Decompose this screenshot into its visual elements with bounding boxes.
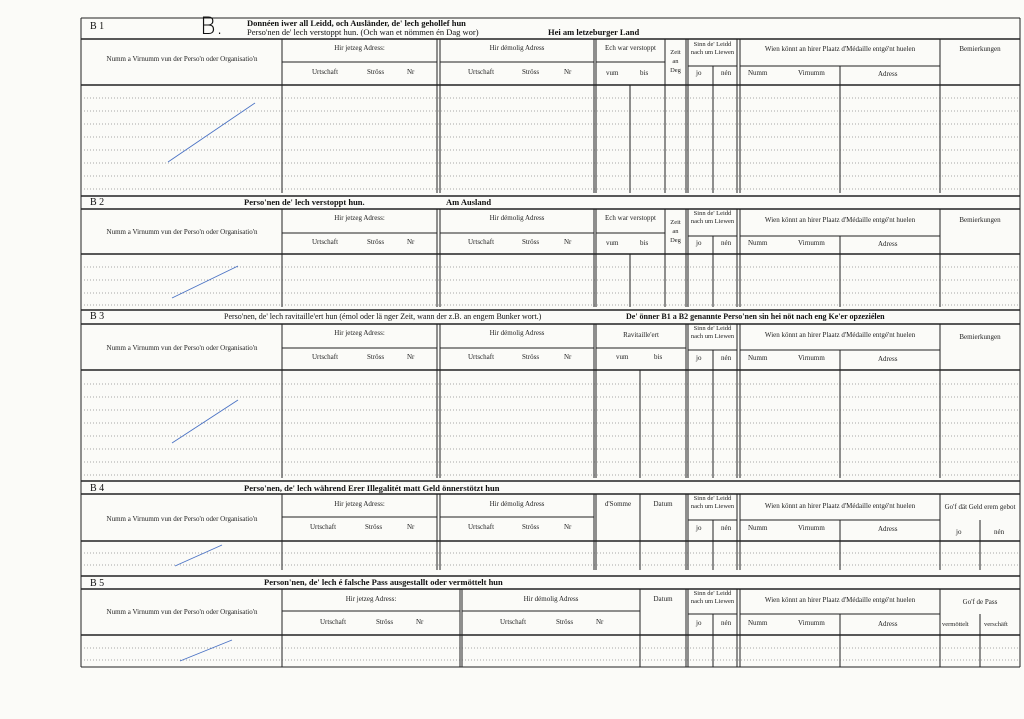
b4-col-person: Numm a Virnumm vun der Perso'n oder Organisatio'n <box>106 515 258 523</box>
b1-col-bemierk: Bemierkungen <box>959 45 1001 53</box>
form-letter: B. <box>200 12 224 40</box>
b3-sub-nen: nén <box>721 354 732 362</box>
b1-sub-adress: Adress <box>878 70 898 78</box>
b4-col-addr-then: Hir démolig Adress <box>489 500 545 508</box>
b5-sub-stross: Ströss <box>376 618 394 626</box>
b5-col-addr-now: Hir jetzeg Adress: <box>345 595 397 603</box>
section-code-b3: B 3 <box>90 311 105 322</box>
b2-col-person: Numm a Virnumm vun der Perso'n oder Organisatio'n <box>106 228 258 236</box>
b1-sub-virnumm: Virnumm <box>798 69 825 77</box>
b4-sub-adress: Adress <box>878 525 898 533</box>
blue-strike-marks <box>168 103 255 661</box>
b2-sub-urtschaft: Urtschaft <box>312 238 339 246</box>
b1-title-line1: Donnéen iwer all Leidd, och Ausländer, de' lech gehollef hun <box>247 18 466 28</box>
b3-sub-vum: vum <box>616 353 629 361</box>
b1-col-wien: Wien könnt an hirer Plaatz d'Médaille entgé'nt huelen <box>764 45 916 53</box>
b3-col-addr-then: Hir démolig Adress <box>489 329 545 337</box>
b5-sub-urtschaft-then: Urtschaft <box>500 618 527 626</box>
b1-col-addr-now: Hir jetzeg Adress: <box>334 44 385 52</box>
b4-sub-jo: jo <box>696 524 702 532</box>
b3-sub-adress: Adress <box>878 355 898 363</box>
b2-col-addr-now: Hir jetzeg Adress: <box>334 214 385 222</box>
b2-sub-jo: jo <box>696 239 702 247</box>
b4-col-somme: d'Somme <box>604 500 632 508</box>
b4-sub-stross-then: Ströss <box>522 523 540 531</box>
b4-title: Perso'nen, de' lech während Erer Illegalitét matt Geld önnerstötzt hun <box>244 483 500 493</box>
b3-title: Perso'nen, de' lech ravitaille'ert hun (émol oder lä nger Zeit, wann der z.B. an engem Bunker wort.) <box>224 312 542 321</box>
b3-sub-bis: bis <box>654 353 663 361</box>
b4-sub-nen: nén <box>721 524 732 532</box>
b4-sub-nr: Nr <box>407 523 415 531</box>
b3-sub-numm: Numm <box>748 354 768 362</box>
b3-col-ravit: Ravitaille'ert <box>623 331 659 339</box>
b3-sub-urtschaft: Urtschaft <box>312 353 339 361</box>
b3-sub-urtschaft-then: Urtschaft <box>468 353 495 361</box>
b5-col-addr-then: Hir démolig Adress <box>523 595 579 603</box>
b5-col-person: Numm a Virnumm vun der Perso'n oder Organisatio'n <box>106 608 258 616</box>
b2-sub-stross-then: Ströss <box>522 238 540 246</box>
b3-col-bemierk: Bemierkungen <box>959 333 1001 341</box>
b5-sub-virnumm: Virnumm <box>798 619 825 627</box>
b1-sub-bis: bis <box>640 69 649 77</box>
b1-col-person: Numm a Virnumm vun der Perso'n oder Organisatio'n <box>106 55 258 63</box>
b2-title: Perso'nen de' lech verstoppt hun. <box>244 197 365 207</box>
section-code-b1: B 1 <box>90 21 105 32</box>
b1-sub-vum: vum <box>606 69 619 77</box>
b1-sub-urtschaft-then: Urtschaft <box>468 68 495 76</box>
b2-col-an: an <box>672 228 679 235</box>
b2-sub-virnumm: Virnumm <box>798 239 825 247</box>
b5-col-pass: Go'f de Pass <box>962 598 998 606</box>
b1-col-zeit: Zeit <box>670 49 681 56</box>
b4-col-sinn: Sinn de' Leidd nach um Liewen <box>690 495 735 511</box>
b5-sub-urtschaft: Urtschaft <box>320 618 347 626</box>
b4-sub-urtschaft-then: Urtschaft <box>468 523 495 531</box>
b2-col-addr-then: Hir démolig Adress <box>489 214 545 222</box>
b5-sub-stross-then: Ströss <box>556 618 574 626</box>
b2-sub-bis: bis <box>640 239 649 247</box>
b2-sub-nr: Nr <box>407 238 415 246</box>
b2-sub-vum: vum <box>606 239 619 247</box>
b4-col-wien: Wien könnt an hirer Plaatz d'Médaille entgé'nt huelen <box>764 502 916 510</box>
b5-sub-versch: verschäft <box>984 621 1008 628</box>
b5-title: Person'nen, de' lech é falsche Pass ausgestallt oder vermöttelt hun <box>264 577 503 587</box>
b2-sub-adress: Adress <box>878 240 898 248</box>
b4-sub-nr-then: Nr <box>564 523 572 531</box>
b3-col-person: Numm a Virnumm vun der Perso'n oder Organisatio'n <box>106 344 258 352</box>
b2-sub-urtschaft-then: Urtschaft <box>468 238 495 246</box>
b1-sub-nr-then: Nr <box>564 68 572 76</box>
b1-col-hidden: Ech war verstoppt <box>605 44 656 52</box>
b4-col-addr-now: Hir jetzeg Adress: <box>334 500 385 508</box>
b3-title-extra: De' önner B1 a B2 genannte Perso'nen sin hei nöt nach eng Ke'er opzeziélen <box>626 312 885 321</box>
b2-col-hidden: Ech war verstoppt <box>605 214 656 222</box>
section-code-b2: B 2 <box>90 197 105 208</box>
b1-sub-urtschaft: Urtschaft <box>312 68 339 76</box>
b5-sub-jo: jo <box>696 619 702 627</box>
b3-col-sinn: Sinn de' Leidd nach um Liewen <box>690 325 735 341</box>
b1-col-addr-then: Hir démolig Adress <box>489 44 545 52</box>
b3-col-addr-now: Hir jetzeg Adress: <box>334 329 385 337</box>
b1-sub-numm: Numm <box>748 69 768 77</box>
b1-title-extra: Hei am letzeburger Land <box>548 27 640 37</box>
b5-col-wien: Wien könnt an hirer Plaatz d'Médaille entgé'nt huelen <box>764 596 916 604</box>
b2-col-bemierk: Bemierkungen <box>959 216 1001 224</box>
b3-sub-virnumm: Virnumm <box>798 354 825 362</box>
b4-col-datum: Datum <box>653 500 673 508</box>
b2-col-wien: Wien könnt an hirer Plaatz d'Médaille entgé'nt huelen <box>764 216 916 224</box>
b1-title-line2: Perso'nen de' lech verstoppt hun. (Och wan et nömmen én Dag wor) <box>247 27 479 37</box>
b4-sub-jo-geld: jo <box>956 528 962 536</box>
b4-sub-nen-geld: nén <box>994 528 1005 536</box>
b5-sub-nr-then: Nr <box>596 618 604 626</box>
b4-sub-virnumm: Virnumm <box>798 524 825 532</box>
b1-col-an: an <box>672 58 679 65</box>
b4-sub-stross: Ströss <box>365 523 383 531</box>
b3-sub-nr-then: Nr <box>564 353 572 361</box>
b4-sub-numm: Numm <box>748 524 768 532</box>
b5-sub-adress: Adress <box>878 620 898 628</box>
section-code-b5: B 5 <box>90 578 105 589</box>
b1-sub-jo: jo <box>696 69 702 77</box>
b3-sub-nr: Nr <box>407 353 415 361</box>
b5-sub-numm: Numm <box>748 619 768 627</box>
b5-sub-nr: Nr <box>416 618 424 626</box>
b1-col-deg: Deg <box>670 67 681 74</box>
b4-col-geld: Go'f dät Geld erem gebot <box>944 503 1016 511</box>
b5-sub-nen: nén <box>721 619 732 627</box>
b3-sub-stross: Ströss <box>367 353 385 361</box>
b5-sub-verm: vermöttelt <box>942 621 969 628</box>
b2-col-deg: Deg <box>670 237 681 244</box>
b2-sub-nr-then: Nr <box>564 238 572 246</box>
b2-col-sinn: Sinn de' Leidd nach um Liewen <box>690 210 735 226</box>
b4-sub-urtschaft: Urtschaft <box>310 523 337 531</box>
b2-sub-numm: Numm <box>748 239 768 247</box>
b1-sub-stross-then: Ströss <box>522 68 540 76</box>
b2-title-extra: Am Ausland <box>446 197 492 207</box>
b2-sub-nen: nén <box>721 239 732 247</box>
b5-col-sinn: Sinn de' Leidd nach um Liewen <box>690 590 735 606</box>
b3-sub-jo: jo <box>696 354 702 362</box>
b1-sub-nr: Nr <box>407 68 415 76</box>
section-code-b4: B 4 <box>90 483 105 494</box>
b2-sub-stross: Ströss <box>367 238 385 246</box>
b1-sub-stross: Ströss <box>367 68 385 76</box>
b1-sub-nen: nén <box>721 69 732 77</box>
b1-col-sinn: Sinn de' Leidd nach um Liewen <box>690 41 735 57</box>
b2-col-zeit: Zeit <box>670 219 681 226</box>
b3-sub-stross-then: Ströss <box>522 353 540 361</box>
b3-col-wien: Wien könnt an hirer Plaatz d'Médaille entgé'nt huelen <box>764 331 916 339</box>
b5-col-datum: Datum <box>653 595 673 603</box>
